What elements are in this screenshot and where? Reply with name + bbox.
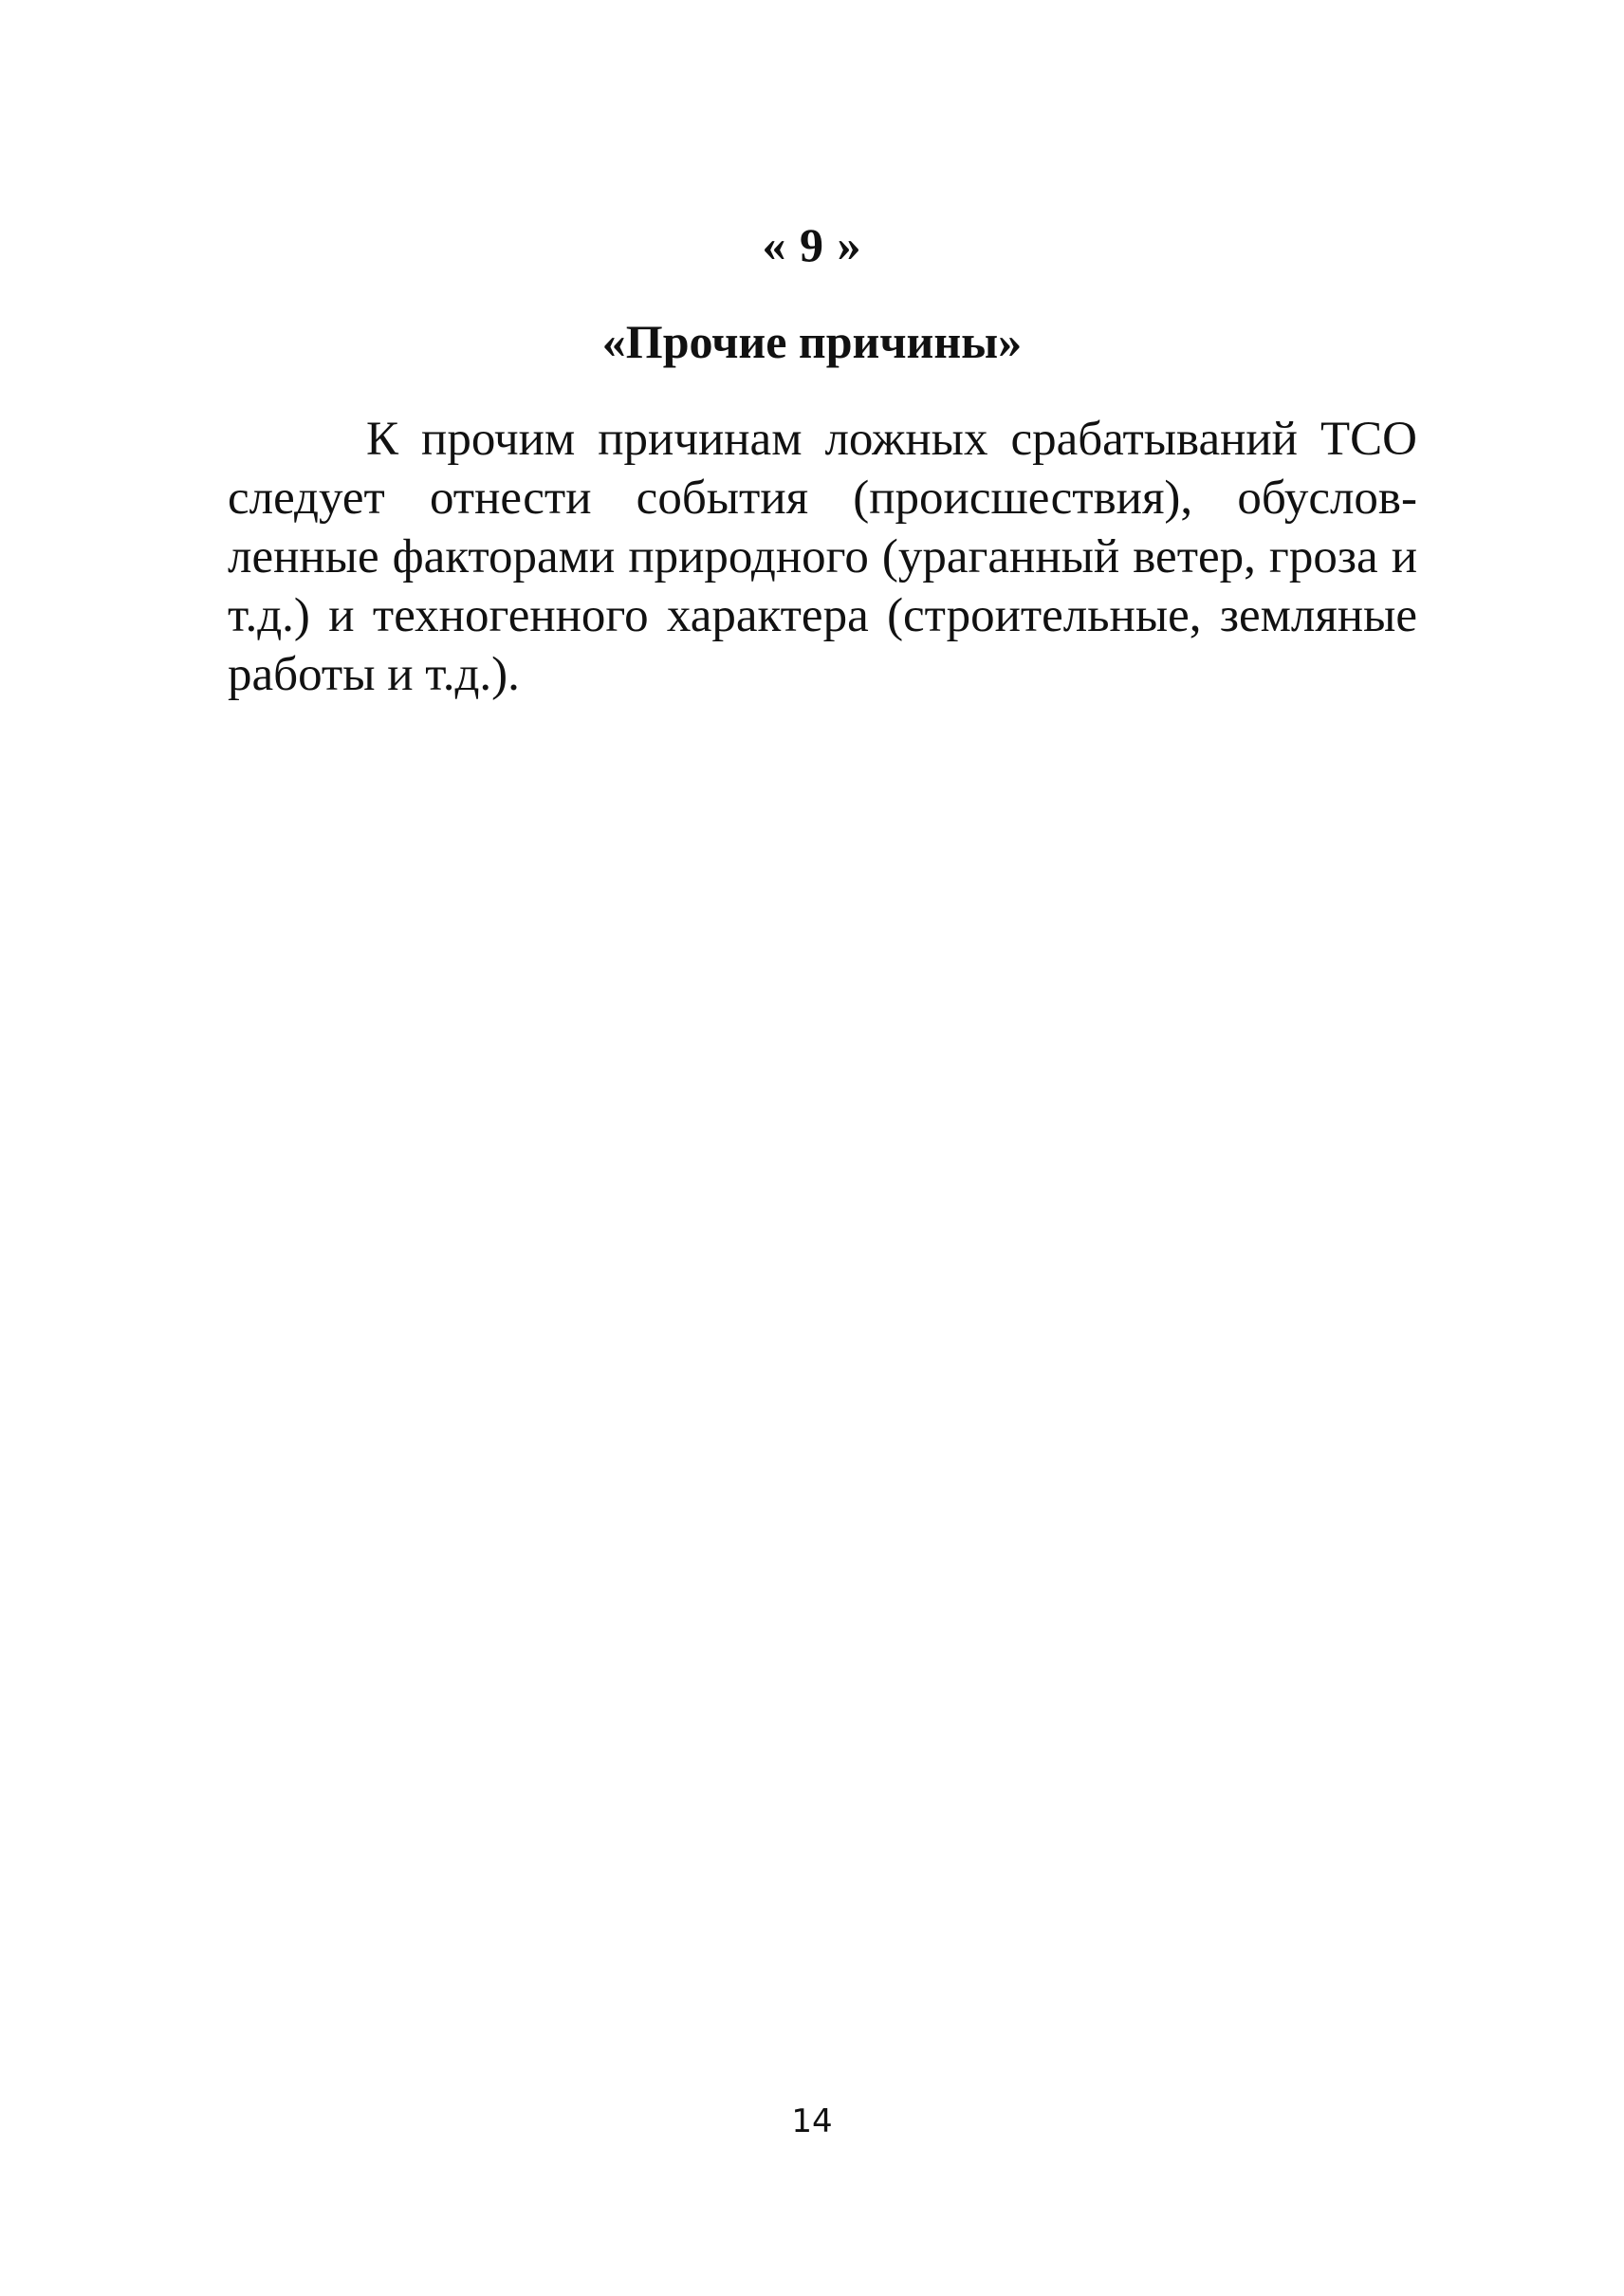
page-number: 14 <box>791 2102 833 2140</box>
section-number: « 9 » <box>762 218 862 271</box>
section-title: «Прочие причины» <box>601 315 1023 368</box>
body-paragraph: К прочим причинам ложных срабатываний ТСО следует отнести события (происшествия), обусловленные факторами природного (ураганный ветер, гроза и т.д.) и техногенного характера (строительные, земляные работы и т.д.). <box>228 413 1417 701</box>
